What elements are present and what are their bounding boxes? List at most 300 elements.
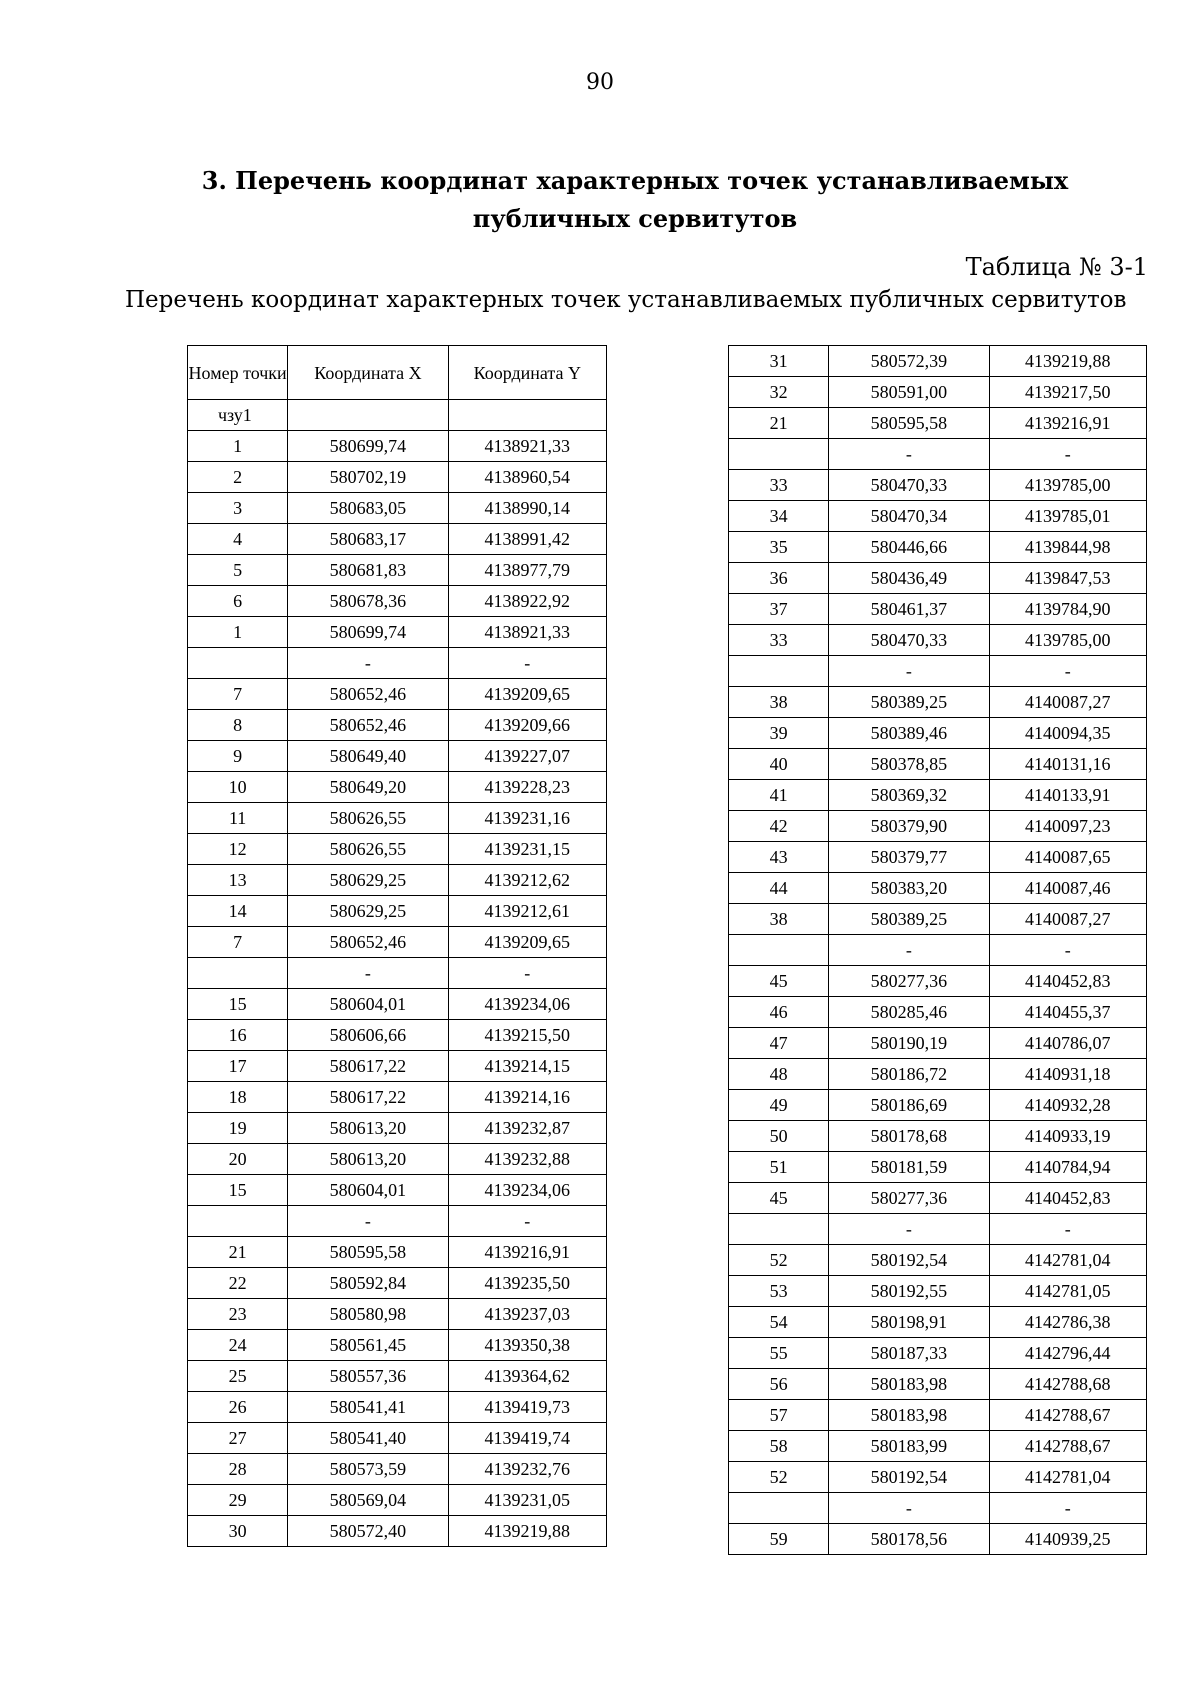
point-number-cell: 55 <box>729 1338 829 1369</box>
point-number-cell: 15 <box>188 989 288 1020</box>
coordinate-x-cell: 580178,56 <box>829 1524 989 1555</box>
table-row <box>729 1431 1147 1462</box>
coordinate-x-cell: 580572,39 <box>829 346 989 377</box>
coordinate-y-cell: 4139419,74 <box>448 1423 606 1454</box>
coordinate-y-cell: 4140087,65 <box>989 842 1146 873</box>
coordinate-x-cell: - <box>829 439 989 470</box>
coordinate-y-cell: - <box>448 1206 606 1237</box>
coordinate-x-cell: 580383,20 <box>829 873 989 904</box>
page-number: 90 <box>586 70 614 95</box>
coordinate-x-cell: 580606,66 <box>288 1020 448 1051</box>
table-row <box>188 1454 607 1485</box>
coordinate-x-cell: - <box>829 935 989 966</box>
table-row <box>729 1245 1147 1276</box>
coordinate-y-cell: 4139232,87 <box>448 1113 606 1144</box>
table-row <box>188 1020 607 1051</box>
coordinate-x-cell: 580613,20 <box>288 1113 448 1144</box>
coordinate-y-cell: 4139350,38 <box>448 1330 606 1361</box>
point-number-cell <box>729 656 829 687</box>
coordinate-x-cell: 580541,41 <box>288 1392 448 1423</box>
coordinate-x-cell: 580595,58 <box>829 408 989 439</box>
coordinate-y-cell: - <box>448 958 606 989</box>
coordinate-y-cell: 4139209,65 <box>448 927 606 958</box>
coordinate-y-cell: 4140786,07 <box>989 1028 1146 1059</box>
table-row <box>729 749 1147 780</box>
table-right-body <box>729 346 1147 1555</box>
coordinate-y-cell: - <box>989 1214 1146 1245</box>
point-number-cell: 59 <box>729 1524 829 1555</box>
table-row <box>729 997 1147 1028</box>
zone-cell-empty <box>288 400 448 431</box>
table-row <box>729 811 1147 842</box>
coordinate-x-cell: - <box>829 1214 989 1245</box>
point-number-cell <box>729 1493 829 1524</box>
coordinate-x-cell: 580702,19 <box>288 462 448 493</box>
point-number-cell: 46 <box>729 997 829 1028</box>
table-row <box>188 1051 607 1082</box>
table-row <box>188 617 607 648</box>
point-number-cell <box>729 1214 829 1245</box>
coordinate-x-cell: 580683,05 <box>288 493 448 524</box>
point-number-cell: 34 <box>729 501 829 532</box>
point-number-cell: 23 <box>188 1299 288 1330</box>
coordinate-y-cell: 4139234,06 <box>448 989 606 1020</box>
coordinate-x-cell: 580580,98 <box>288 1299 448 1330</box>
point-number-cell <box>729 439 829 470</box>
table-row <box>188 1175 607 1206</box>
coordinate-x-cell: 580183,99 <box>829 1431 989 1462</box>
point-number-cell: 43 <box>729 842 829 873</box>
coordinate-x-cell: 580626,55 <box>288 834 448 865</box>
coordinate-y-cell: - <box>989 656 1146 687</box>
table-row <box>729 1307 1147 1338</box>
point-number-cell: 22 <box>188 1268 288 1299</box>
coordinate-x-cell: 580186,72 <box>829 1059 989 1090</box>
point-number-cell: 16 <box>188 1020 288 1051</box>
point-number-cell <box>729 935 829 966</box>
point-number-cell: 17 <box>188 1051 288 1082</box>
point-number-cell: 32 <box>729 377 829 408</box>
coordinate-y-cell: 4138960,54 <box>448 462 606 493</box>
point-number-cell: 1 <box>188 431 288 462</box>
coordinate-y-cell: 4140933,19 <box>989 1121 1146 1152</box>
coordinate-x-cell: 580187,33 <box>829 1338 989 1369</box>
coordinate-y-cell: 4139217,50 <box>989 377 1146 408</box>
coordinate-y-cell: 4140932,28 <box>989 1090 1146 1121</box>
point-number-cell: 30 <box>188 1516 288 1547</box>
point-number-cell: 8 <box>188 710 288 741</box>
point-number-cell <box>188 648 288 679</box>
table-row <box>729 1183 1147 1214</box>
point-number-cell: 20 <box>188 1144 288 1175</box>
point-number-cell <box>188 1206 288 1237</box>
coordinate-x-cell: 580379,77 <box>829 842 989 873</box>
table-row <box>188 1330 607 1361</box>
coordinate-y-cell: 4140097,23 <box>989 811 1146 842</box>
table-row <box>729 1462 1147 1493</box>
coordinate-y-cell: 4138922,92 <box>448 586 606 617</box>
table-row <box>729 377 1147 408</box>
table-row <box>188 1485 607 1516</box>
coordinate-x-cell: 580699,74 <box>288 431 448 462</box>
table-row <box>729 935 1147 966</box>
coordinate-y-cell: 4142788,68 <box>989 1369 1146 1400</box>
coordinate-x-cell: 580379,90 <box>829 811 989 842</box>
table-row <box>729 439 1147 470</box>
point-number-cell: 48 <box>729 1059 829 1090</box>
coordinate-x-cell: 580389,25 <box>829 687 989 718</box>
zone-label: чзу1 <box>188 400 288 431</box>
coordinate-y-cell: 4142781,04 <box>989 1462 1146 1493</box>
coordinate-x-cell: 580617,22 <box>288 1051 448 1082</box>
coordinate-y-cell: 4139216,91 <box>989 408 1146 439</box>
point-number-cell: 38 <box>729 904 829 935</box>
coordinate-y-cell: 4138977,79 <box>448 555 606 586</box>
table-row <box>729 625 1147 656</box>
coordinate-x-cell: 580277,36 <box>829 966 989 997</box>
coordinate-x-cell: 580470,33 <box>829 470 989 501</box>
coordinate-y-cell: 4139364,62 <box>448 1361 606 1392</box>
coordinate-y-cell: 4139419,73 <box>448 1392 606 1423</box>
table-row <box>729 1152 1147 1183</box>
coordinates-table-left <box>187 345 607 1547</box>
coordinate-y-cell: - <box>448 648 606 679</box>
coordinate-x-cell: 580186,69 <box>829 1090 989 1121</box>
point-number-cell: 1 <box>188 617 288 648</box>
coordinate-x-cell: 580678,36 <box>288 586 448 617</box>
coordinate-x-cell: 580652,46 <box>288 927 448 958</box>
table-row <box>729 904 1147 935</box>
coordinate-y-cell: 4139214,16 <box>448 1082 606 1113</box>
coordinate-y-cell: 4139219,88 <box>989 346 1146 377</box>
table-row <box>729 873 1147 904</box>
coordinate-x-cell: 580285,46 <box>829 997 989 1028</box>
table-row <box>188 648 607 679</box>
table-row <box>188 555 607 586</box>
point-number-cell: 35 <box>729 532 829 563</box>
table-row <box>188 710 607 741</box>
point-number-cell: 29 <box>188 1485 288 1516</box>
coordinate-y-cell: 4139785,01 <box>989 501 1146 532</box>
table-row <box>188 1113 607 1144</box>
table-row <box>188 803 607 834</box>
coordinate-x-cell: 580629,25 <box>288 896 448 927</box>
coordinate-x-cell: 580369,32 <box>829 780 989 811</box>
coordinate-y-cell: 4139212,62 <box>448 865 606 896</box>
table-row <box>188 865 607 896</box>
coordinate-y-cell: 4139227,07 <box>448 741 606 772</box>
coordinate-x-cell: 580699,74 <box>288 617 448 648</box>
point-number-cell: 52 <box>729 1462 829 1493</box>
table-row <box>729 842 1147 873</box>
table-row <box>729 687 1147 718</box>
coordinate-x-cell: 580183,98 <box>829 1400 989 1431</box>
coordinate-y-cell: 4139235,50 <box>448 1268 606 1299</box>
point-number-cell: 38 <box>729 687 829 718</box>
table-row <box>729 594 1147 625</box>
table-row <box>188 1516 607 1547</box>
coordinate-x-cell: 580569,04 <box>288 1485 448 1516</box>
header-coordinate-x: Координата X <box>288 346 448 400</box>
coordinate-x-cell: 580592,84 <box>288 1268 448 1299</box>
coordinate-x-cell: 580389,25 <box>829 904 989 935</box>
table-row <box>188 1361 607 1392</box>
table-row <box>188 1237 607 1268</box>
table-left-body <box>188 400 607 1547</box>
coordinate-x-cell: 580192,54 <box>829 1462 989 1493</box>
coordinate-y-cell: 4139216,91 <box>448 1237 606 1268</box>
zone-cell-empty <box>448 400 606 431</box>
coordinate-y-cell: 4138921,33 <box>448 431 606 462</box>
coordinate-x-cell: 580561,45 <box>288 1330 448 1361</box>
point-number-cell: 45 <box>729 966 829 997</box>
coordinate-y-cell: 4139234,06 <box>448 1175 606 1206</box>
point-number-cell: 33 <box>729 625 829 656</box>
table-row <box>729 780 1147 811</box>
table-row <box>188 1082 607 1113</box>
coordinate-x-cell: - <box>829 1493 989 1524</box>
point-number-cell: 45 <box>729 1183 829 1214</box>
table-row <box>729 1059 1147 1090</box>
point-number-cell <box>188 958 288 989</box>
point-number-cell: 33 <box>729 470 829 501</box>
table-row <box>188 1392 607 1423</box>
coordinate-x-cell: - <box>288 648 448 679</box>
point-number-cell: 25 <box>188 1361 288 1392</box>
coordinate-x-cell: 580192,55 <box>829 1276 989 1307</box>
table-row <box>729 1276 1147 1307</box>
table-row <box>188 679 607 710</box>
point-number-cell: 15 <box>188 1175 288 1206</box>
coordinate-x-cell: 580541,40 <box>288 1423 448 1454</box>
coordinate-x-cell: 580470,33 <box>829 625 989 656</box>
table-row <box>729 470 1147 501</box>
coordinate-y-cell: 4138921,33 <box>448 617 606 648</box>
table-row <box>729 532 1147 563</box>
point-number-cell: 44 <box>729 873 829 904</box>
point-number-cell: 2 <box>188 462 288 493</box>
point-number-cell: 52 <box>729 1245 829 1276</box>
coordinate-y-cell: 4140094,35 <box>989 718 1146 749</box>
table-row <box>729 656 1147 687</box>
point-number-cell: 12 <box>188 834 288 865</box>
table-row <box>729 1090 1147 1121</box>
table-row <box>188 927 607 958</box>
point-number-cell: 37 <box>729 594 829 625</box>
coordinate-y-cell: 4142796,44 <box>989 1338 1146 1369</box>
point-number-cell: 5 <box>188 555 288 586</box>
coordinate-x-cell: 580436,49 <box>829 563 989 594</box>
point-number-cell: 49 <box>729 1090 829 1121</box>
point-number-cell: 24 <box>188 1330 288 1361</box>
coordinate-x-cell: 580591,00 <box>829 377 989 408</box>
table-row <box>188 1268 607 1299</box>
coordinate-x-cell: 580190,19 <box>829 1028 989 1059</box>
point-number-cell: 10 <box>188 772 288 803</box>
coordinate-x-cell: 580573,59 <box>288 1454 448 1485</box>
table-row <box>188 586 607 617</box>
coordinate-x-cell: 580649,20 <box>288 772 448 803</box>
table-row <box>729 1369 1147 1400</box>
coordinate-y-cell: 4140133,91 <box>989 780 1146 811</box>
zone-row <box>188 400 607 431</box>
table-row <box>729 563 1147 594</box>
coordinate-y-cell: 4139219,88 <box>448 1516 606 1547</box>
point-number-cell: 9 <box>188 741 288 772</box>
coordinate-x-cell: 580389,46 <box>829 718 989 749</box>
table-row <box>188 989 607 1020</box>
point-number-cell: 7 <box>188 927 288 958</box>
coordinate-x-cell: 580192,54 <box>829 1245 989 1276</box>
coordinate-y-cell: 4139231,15 <box>448 834 606 865</box>
coordinate-y-cell: 4140131,16 <box>989 749 1146 780</box>
coordinate-x-cell: 580681,83 <box>288 555 448 586</box>
coordinate-x-cell: 580178,68 <box>829 1121 989 1152</box>
coordinate-y-cell: 4139847,53 <box>989 563 1146 594</box>
point-number-cell: 6 <box>188 586 288 617</box>
table-number: Таблица № 3-1 <box>965 253 1148 281</box>
coordinate-y-cell: 4142781,05 <box>989 1276 1146 1307</box>
point-number-cell: 21 <box>188 1237 288 1268</box>
coordinate-x-cell: - <box>288 1206 448 1237</box>
coordinate-x-cell: 580652,46 <box>288 710 448 741</box>
table-row <box>729 1524 1147 1555</box>
coordinate-x-cell: - <box>829 656 989 687</box>
point-number-cell: 4 <box>188 524 288 555</box>
point-number-cell: 40 <box>729 749 829 780</box>
coordinate-y-cell: 4142788,67 <box>989 1431 1146 1462</box>
table-row <box>188 431 607 462</box>
point-number-cell: 53 <box>729 1276 829 1307</box>
coordinate-x-cell: 580629,25 <box>288 865 448 896</box>
coordinate-y-cell: 4139232,76 <box>448 1454 606 1485</box>
coordinate-y-cell: 4140455,37 <box>989 997 1146 1028</box>
coordinate-x-cell: 580683,17 <box>288 524 448 555</box>
point-number-cell: 39 <box>729 718 829 749</box>
point-number-cell: 42 <box>729 811 829 842</box>
point-number-cell: 31 <box>729 346 829 377</box>
table-row <box>729 1338 1147 1369</box>
table-row <box>188 1299 607 1330</box>
coordinate-x-cell: 580604,01 <box>288 1175 448 1206</box>
coordinate-y-cell: 4139232,88 <box>448 1144 606 1175</box>
coordinate-y-cell: 4140087,27 <box>989 687 1146 718</box>
coordinate-y-cell: 4142781,04 <box>989 1245 1146 1276</box>
header-coordinate-y: Координата Y <box>448 346 606 400</box>
coordinate-y-cell: 4139214,15 <box>448 1051 606 1082</box>
point-number-cell: 13 <box>188 865 288 896</box>
table-row <box>729 1121 1147 1152</box>
coordinate-y-cell: 4140087,46 <box>989 873 1146 904</box>
coordinate-y-cell: 4139209,66 <box>448 710 606 741</box>
table-row <box>188 1144 607 1175</box>
table-row <box>188 493 607 524</box>
coordinate-y-cell: 4138990,14 <box>448 493 606 524</box>
coordinate-y-cell: 4139785,00 <box>989 470 1146 501</box>
coordinate-y-cell: - <box>989 935 1146 966</box>
table-row <box>729 1493 1147 1524</box>
coordinate-y-cell: 4142786,38 <box>989 1307 1146 1338</box>
point-number-cell: 26 <box>188 1392 288 1423</box>
coordinate-y-cell: - <box>989 439 1146 470</box>
point-number-cell: 36 <box>729 563 829 594</box>
coordinate-x-cell: 580183,98 <box>829 1369 989 1400</box>
coordinate-x-cell: 580652,46 <box>288 679 448 710</box>
coordinate-x-cell: 580572,40 <box>288 1516 448 1547</box>
table-row <box>729 1400 1147 1431</box>
point-number-cell: 18 <box>188 1082 288 1113</box>
point-number-cell: 21 <box>729 408 829 439</box>
coordinate-x-cell: 580378,85 <box>829 749 989 780</box>
coordinate-x-cell: 580446,66 <box>829 532 989 563</box>
coordinate-y-cell: 4140087,27 <box>989 904 1146 935</box>
coordinate-x-cell: 580626,55 <box>288 803 448 834</box>
table-row <box>188 834 607 865</box>
point-number-cell: 14 <box>188 896 288 927</box>
coordinate-x-cell: 580595,58 <box>288 1237 448 1268</box>
point-number-cell: 7 <box>188 679 288 710</box>
table-row <box>729 346 1147 377</box>
coordinate-y-cell: 4139209,65 <box>448 679 606 710</box>
point-number-cell: 57 <box>729 1400 829 1431</box>
table-caption: Перечень координат характерных точек устанавливаемых публичных сервитутов <box>125 287 1127 313</box>
coordinate-x-cell: 580557,36 <box>288 1361 448 1392</box>
point-number-cell: 50 <box>729 1121 829 1152</box>
table-row <box>729 1214 1147 1245</box>
coordinate-y-cell: 4140784,94 <box>989 1152 1146 1183</box>
table-row <box>188 896 607 927</box>
point-number-cell: 41 <box>729 780 829 811</box>
point-number-cell: 19 <box>188 1113 288 1144</box>
coordinate-x-cell: - <box>288 958 448 989</box>
table-row <box>188 1206 607 1237</box>
table-row <box>729 1028 1147 1059</box>
point-number-cell: 11 <box>188 803 288 834</box>
point-number-cell: 3 <box>188 493 288 524</box>
point-number-cell: 56 <box>729 1369 829 1400</box>
coordinate-y-cell: 4140452,83 <box>989 1183 1146 1214</box>
coordinate-x-cell: 580613,20 <box>288 1144 448 1175</box>
coordinate-y-cell: 4139231,16 <box>448 803 606 834</box>
table-header-row <box>188 346 607 400</box>
table-row <box>188 524 607 555</box>
point-number-cell: 58 <box>729 1431 829 1462</box>
coordinate-y-cell: 4139844,98 <box>989 532 1146 563</box>
point-number-cell: 51 <box>729 1152 829 1183</box>
coordinate-y-cell: 4139228,23 <box>448 772 606 803</box>
table-row <box>729 408 1147 439</box>
coordinate-y-cell: - <box>989 1493 1146 1524</box>
table-row <box>729 718 1147 749</box>
coordinate-y-cell: 4142788,67 <box>989 1400 1146 1431</box>
coordinates-table-right <box>728 345 1147 1555</box>
coordinate-x-cell: 580470,34 <box>829 501 989 532</box>
point-number-cell: 47 <box>729 1028 829 1059</box>
coordinate-y-cell: 4139785,00 <box>989 625 1146 656</box>
coordinate-x-cell: 580649,40 <box>288 741 448 772</box>
coordinate-x-cell: 580277,36 <box>829 1183 989 1214</box>
table-row <box>729 501 1147 532</box>
table-row <box>188 462 607 493</box>
table-row <box>729 966 1147 997</box>
coordinate-y-cell: 4140931,18 <box>989 1059 1146 1090</box>
point-number-cell: 27 <box>188 1423 288 1454</box>
coordinate-y-cell: 4139237,03 <box>448 1299 606 1330</box>
table-row <box>188 958 607 989</box>
coordinate-x-cell: 580181,59 <box>829 1152 989 1183</box>
table-row <box>188 772 607 803</box>
point-number-cell: 28 <box>188 1454 288 1485</box>
